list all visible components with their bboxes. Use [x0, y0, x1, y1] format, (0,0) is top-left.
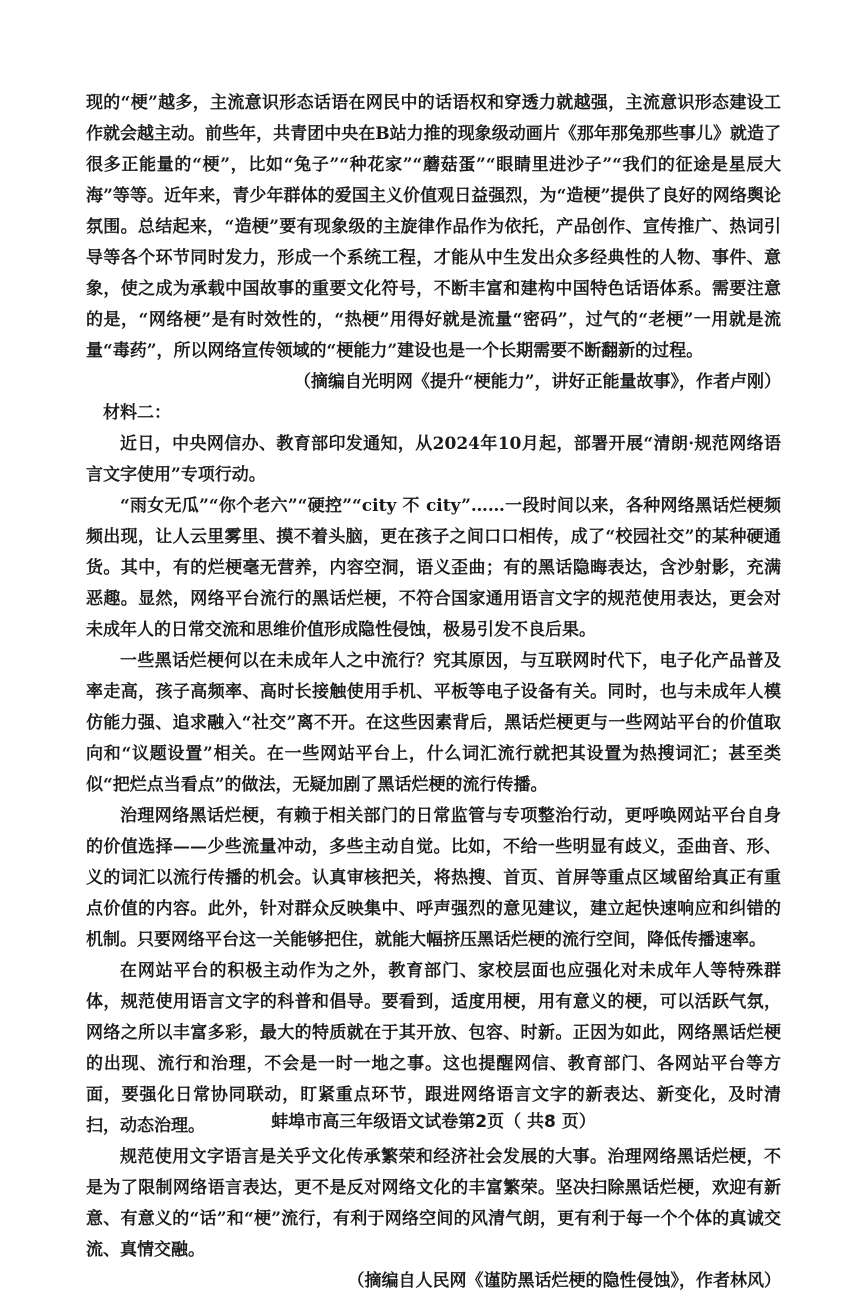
material-two-paragraph-3: 一些黑话烂梗何以在未成年人之中流行？究其原因，与互联网时代下，电子化产品普及率走高，孩子高频率、高时长接触使用手机、平板等电子设备有关。同时，也与未成年人模仿能力强、追求融入“社交”离不开。在这些因素背后，黑话烂梗更与一些网站平台的价值取向和“议题设置”相关。在一些网站平台上，什么词汇流行就把其设置为热搜词汇；甚至类似“把烂点当看点”的做法，无疑加剧了黑话烂梗的流行传播。	[86, 651, 781, 795]
material-two-paragraph-4: 治理网络黑话烂梗，有赖于相关部门的日常监管与专项整治行动，更呼唤网站平台自身的价值选择——少些流量冲动，多些主动自觉。比如，不给一些明显有歧义，歪曲音、形、义的词汇以流行传播的机会。认真审核把关，将热搜、首页、首屏等重点区域留给真正有重点价值的内容。此外，针对群众反映集中、呼声强烈的意见建议，建立起快速响应和纠错的机制。只要网络平台这一关能够把住，就能大幅挤压黑话烂梗的流行空间，降低传播速率。	[86, 806, 781, 950]
material-two-heading: 材料二：	[103, 403, 171, 423]
material-two-paragraph-6: 规范使用文字语言是关乎文化传承繁荣和经济社会发展的大事。治理网络黑话烂梗，不是为了限制网络语言表达，更不是反对网络文化的丰富繁荣。坚决扫除黑话烂梗，欢迎有新意、有意义的“话”和“梗”流行，有利于网络空间的风清气朗，更有利于每一个个体的真诚交流、真情交融。	[86, 1147, 781, 1260]
material-two-source: （摘编自人民网《谨防黑话烂梗的隐性侵蚀》，作者林风）	[347, 1271, 781, 1291]
material-two-paragraph-5: 在网站平台的积极主动作为之外，教育部门、家校层面也应强化对未成年人等特殊群体，规范使用语言文字的科普和倡导。要看到，适度用梗，用有意义的梗，可以活跃气氛，网络之所以丰富多彩，最大的特质就在于其开放、包容、时新。正因为如此，网络黑话烂梗的出现、流行和治理，不会是一时一地之事。这也提醒网信、教育部门、各网站平台等方面，要强化日常协同联动，盯紧重点环节，跟进网络语言文字的新表达、新变化，及时清扫，动态治理。	[86, 961, 781, 1136]
material-one-continuation: 现的“梗”越多，主流意识形态话语在网民中的话语权和穿透力就越强，主流意识形态建设工作就会越主动。前些年，共青团中央在B站力推的现象级动画片《那年那兔那些事儿》就造了很多正能量的“梗”，比如“兔子”“种花家”“蘑菇蛋”“眼睛里进沙子”“我们的征途是星辰大海”等等。近年来，青少年群体的爱国主义价值观日益强烈，为“造梗”提供了良好的网络舆论氛围。总结起来，“造梗”要有现象级的主旋律作品作为依托，产品创作、宣传推广、热词引导等各个环节同时发力，形成一个系统工程，才能从中生发出众多经典性的人物、事件、意象，使之成为承载中国故事的重要文化符号，不断丰富和建构中国特色话语体系。需要注意的是，“网络梗”是有时效性的，“热梗”用得好就是流量“密码”，过气的“老梗”一用就是流量“毒药”，所以网络宣传领域的“梗能力”建设也是一个长期需要不断翻新的过程。	[86, 93, 781, 361]
material-two-paragraph-1: 近日，中央网信办、教育部印发通知，从2024年10月起，部署开展“清朗·规范网络语言文字使用”专项行动。	[86, 434, 781, 485]
material-two-paragraph-2: “雨女无瓜”“你个老六”“硬控”“city 不 city”……一段时间以来，各种网络黑话烂梗频频出现，让人云里雾里、摸不着头脑，更在孩子之间口口相传，成了“校园社交”的某种硬通货。其中，有的烂梗毫无营养，内容空洞，语义歪曲；有的黑话隐晦表达，含沙射影，充满恶趣。显然，网络平台流行的黑话烂梗，不符合国家通用语言文字的规范使用表达，更会对未成年人的日常交流和思维价值形成隐性侵蚀，极易引发不良后果。	[86, 496, 781, 640]
page-footer: 蚌埠市高三年级语文试卷第2页（ 共8 页）	[271, 1112, 596, 1132]
material-one-source: （摘编自光明网《提升“梗能力”，讲好正能量故事》，作者卢刚）	[293, 372, 781, 392]
